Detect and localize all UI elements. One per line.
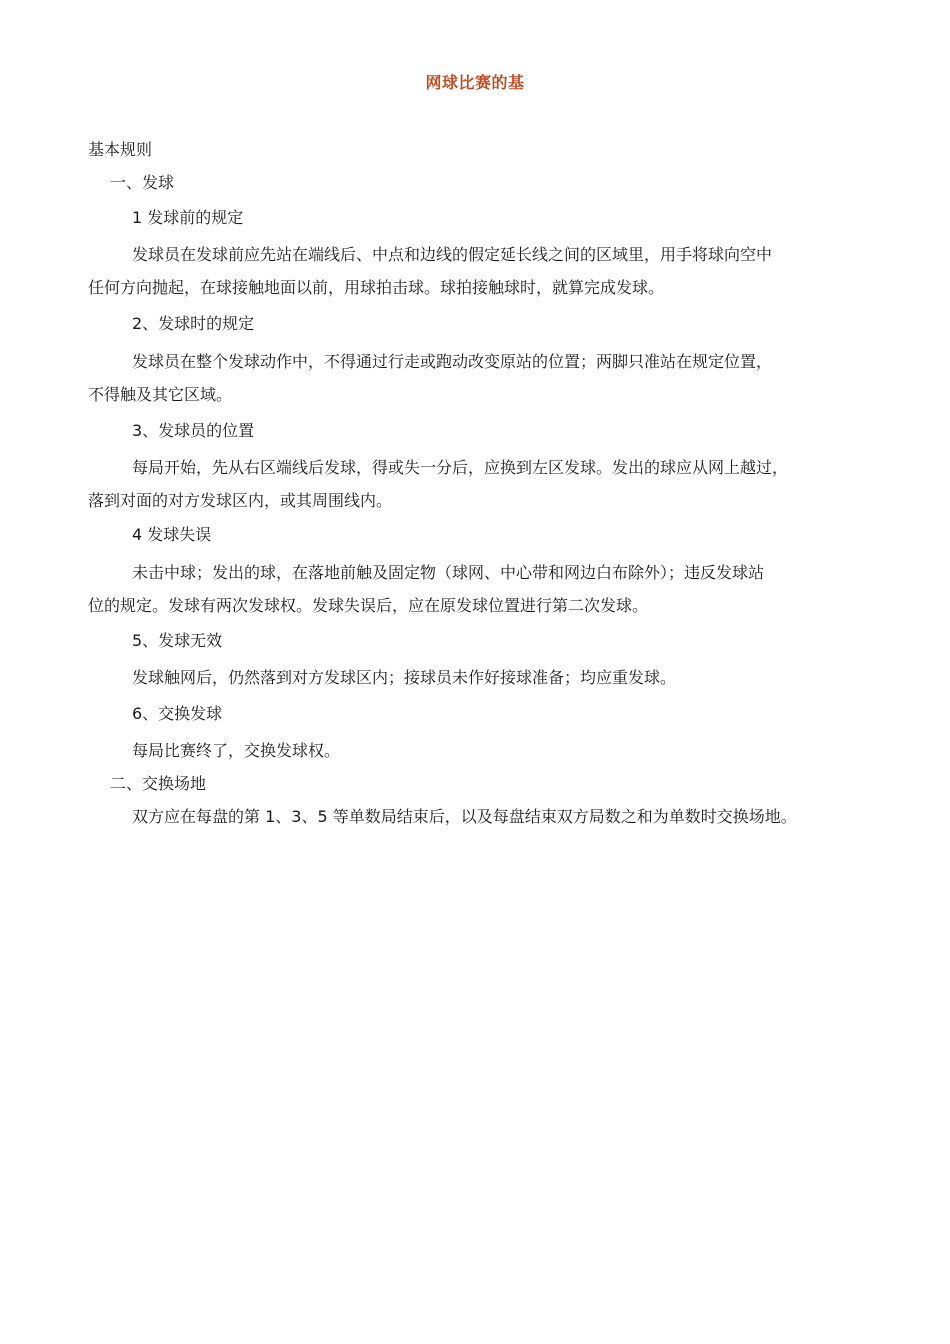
item1-paragraph-line1: 发球员在发球前应先站在端线后、中点和边线的假定延长线之间的区域里，用手将球向空中 (132, 245, 773, 264)
part1-heading: 一、发球 (110, 173, 175, 192)
item2-paragraph-line2: 不得触及其它区域。 (88, 385, 233, 404)
item4-heading: 4 发球失误 (132, 525, 212, 544)
item2-paragraph-line1: 发球员在整个发球动作中，不得通过行走或跑动改变原站的位置；两脚只准站在规定位置， (132, 352, 773, 371)
item5-paragraph-line1: 发球触网后，仍然落到对方发球区内；接球员未作好接球准备；均应重发球。 (132, 668, 677, 687)
item6-paragraph-line1: 每局比赛终了，交换发球权。 (132, 741, 341, 760)
item1-heading: 1 发球前的规定 (132, 208, 244, 227)
part2-paragraph-line1: 双方应在每盘的第 1、3、5 等单数局结束后，以及每盘结束双方局数之和为单数时交换场地。 (132, 807, 797, 826)
item3-paragraph-line1: 每局开始，先从右区端线后发球，得或失一分后，应换到左区发球。发出的球应从网上越过， (132, 458, 789, 477)
item6-heading: 6、交换发球 (132, 704, 223, 723)
document-title: 网球比赛的基 (425, 73, 525, 92)
section-heading: 基本规则 (88, 140, 153, 159)
item4-paragraph-line2: 位的规定。发球有两次发球权。发球失误后，应在原发球位置进行第二次发球。 (88, 596, 649, 615)
item5-heading: 5、发球无效 (132, 631, 223, 650)
item4-paragraph-line1: 未击中球；发出的球，在落地前触及固定物（球网、中心带和网边白布除外）；违反发球站 (132, 563, 765, 582)
item1-paragraph-line2: 任何方向抛起，在球接触地面以前，用球拍击球。球拍接触球时，就算完成发球。 (88, 278, 665, 297)
item3-paragraph-line2: 落到对面的对方发球区内，或其周围线内。 (88, 491, 393, 510)
item3-heading: 3、发球员的位置 (132, 421, 255, 440)
item2-heading: 2、发球时的规定 (132, 314, 255, 333)
part2-heading: 二、交换场地 (110, 774, 207, 793)
